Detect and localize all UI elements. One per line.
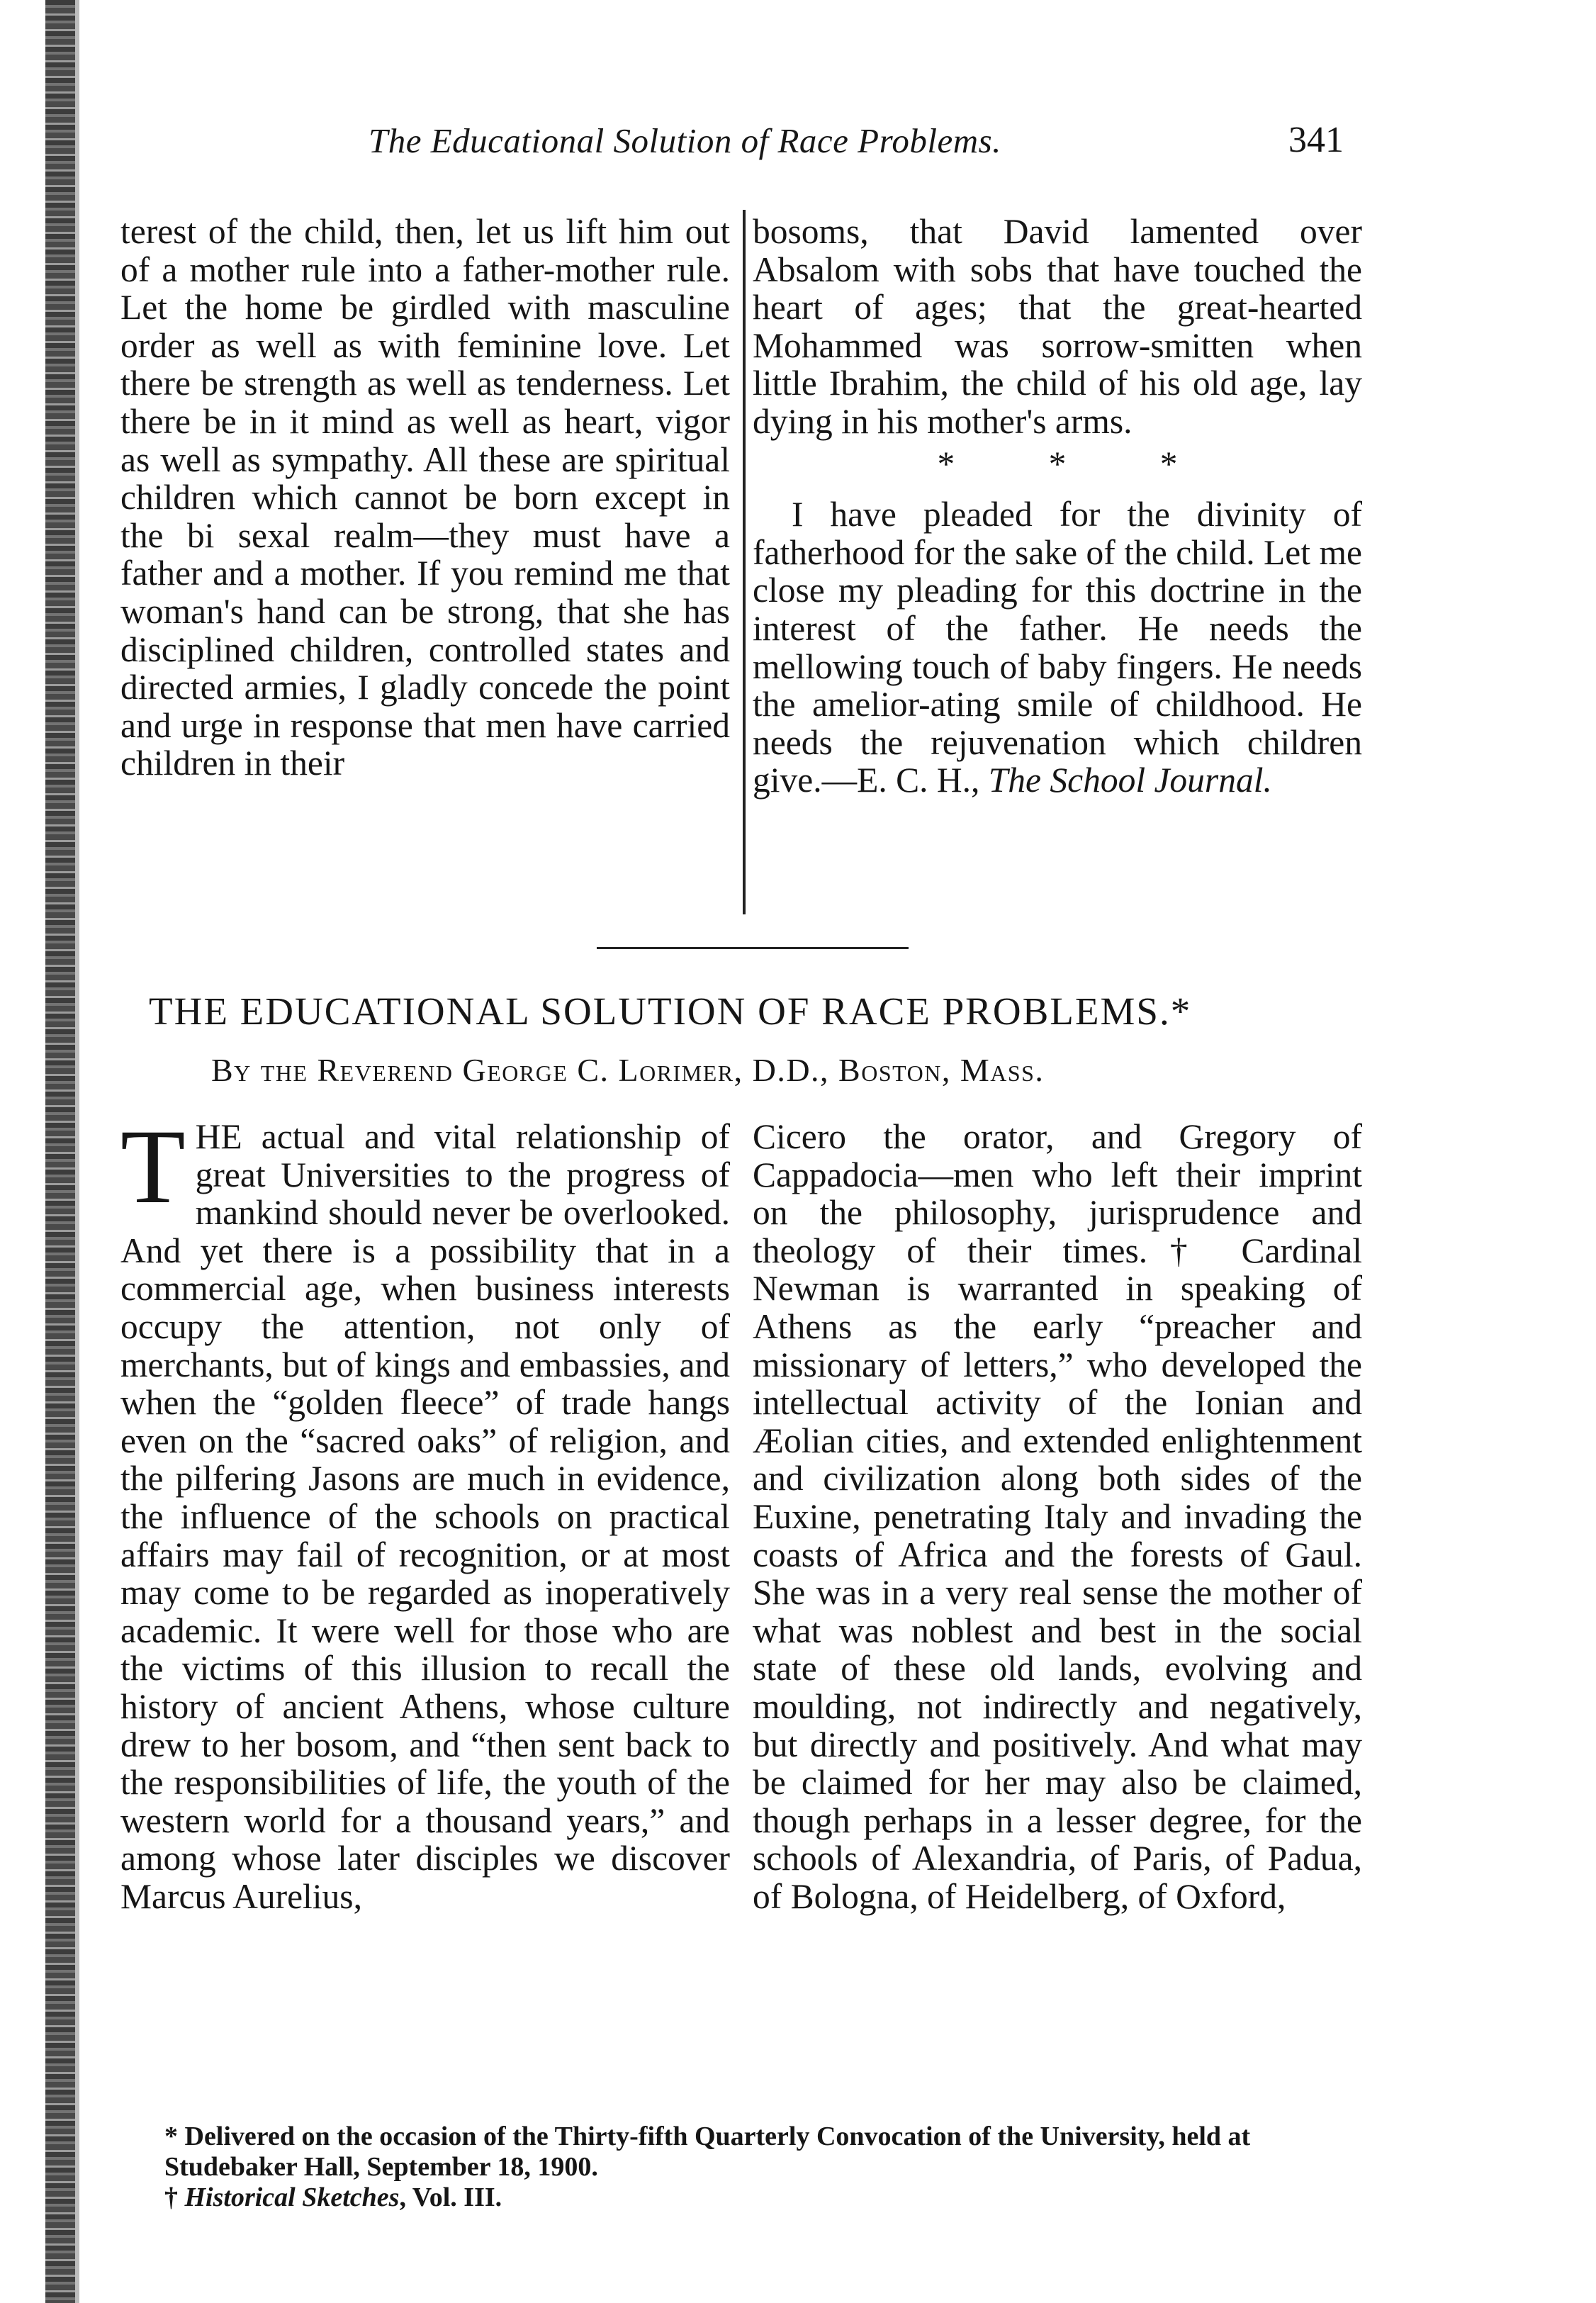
drop-cap: T [120, 1108, 186, 1226]
top-left-paragraph: terest of the child, then, let us lift him out of a mother rule into a father-mother rule. Let the home be girdled with masculine order as well as with feminine love. Let there be strength as well as tenderness. Let there be in it mind as well as heart, vigor as well as sympathy. All these are spiritual children which cannot be born except in the bi sexal realm—they must have a father and a mother. If you remind me that woman's hand can be strong, that she has disciplined children, controlled states and directed armies, I gladly concede the point and urge in response that men have carried children in their [120, 212, 730, 783]
top-right-paragraph-2 [753, 495, 1362, 800]
section-divider-rule [597, 947, 909, 949]
running-title: The Educational Solution of Race Problems. [369, 121, 1001, 160]
footnote-2-title: Historical Sketches [184, 2182, 400, 2212]
top-right-column [753, 213, 1362, 800]
page-number: 341 [1288, 120, 1344, 160]
footnote-2 [120, 2182, 1368, 2213]
top-left-column [120, 213, 730, 783]
article-byline: By the Reverend George C. Lorimer, D.D., Boston, Mass. [211, 1052, 1045, 1088]
article-left-paragraph [120, 1108, 730, 1916]
footnote-1: * Delivered on the occasion of the Thirty-fifth Quarterly Convocation of the University, held at Studebaker Hall, September 18, 1900. [164, 2122, 1251, 2182]
column-divider [743, 210, 746, 914]
source-title: The School Journal. [988, 761, 1272, 800]
article-title: THE EDUCATIONAL SOLUTION OF RACE PROBLEMS.* [149, 990, 1192, 1033]
article-left-text: HE actual and vital relationship of great Universities to the progress of mankind should never be overlooked. And yet there is a possibility that in a commercial age, when business interests occupy the attention, not only of merchants, but of kings and embassies, and when the “golden fleece” of trade hangs even on the “sacred oaks” of religion, and the pilfering Jasons are much in evidence, the influence of the schools on practical affairs may fail of recognition, or at most may come to be regarded as inoperatively academic. It were well for those who are the victims of this illusion to recall the history of ancient Athens, whose culture drew to her bosom, and “then sent back to the responsibilities of life, the youth of the western world for a thousand years,” and among whose later disciples we discover Marcus Aurelius, [120, 1117, 730, 1916]
footnotes [120, 2122, 1368, 2213]
top-right-paragraph-1: bosoms, that David lamented over Absalom with sobs that have touched the heart of ages; that the great-hearted Mohammed was sorrow-smitten when little Ibrahim, the child of his old age, lay dying in his mother's arms. [753, 212, 1362, 441]
dagger-mark: † [164, 2182, 178, 2212]
book-spine-shadow [45, 0, 75, 2303]
page-gutter-edge [75, 0, 79, 2303]
article-right-paragraph: Cicero the orator, and Gregory of Cappadocia—men who left their imprint on the philosophy, jurisprudence and theology of their times.† Cardinal Newman is warranted in speaking of Athens as the early “preacher and missionary of letters,” who developed the intellectual activity of the Ionian and Æolian cities, and extended enlightenment and civilization along both sides of the Euxine, penetrating Italy and invading the coasts of Africa and the forests of Gaul. She was in a very real sense the mother of what was noblest and best in the social state of these old lands, evolving and moulding, not indirectly and negatively, but directly and positively. And what may be claimed for her may also be claimed, though perhaps in a lesser degree, for the schools of Alexandria, of Paris, of Padua, of Bologna, of Heidelberg, of Oxford, [753, 1117, 1362, 1916]
closing-text: I have pleaded for the divinity of fatherhood for the sake of the child. Let me close my pleading for this doctrine in the interest of the father. He needs the mellowing touch of baby fingers. He needs the amelior-ating smile of childhood. He needs the rejuvenation which children give.—E. C. H., [753, 495, 1362, 800]
article-left-column [120, 1108, 730, 1916]
footnote-2-rest: , Vol. III. [399, 2182, 502, 2212]
article-right-column [753, 1118, 1362, 1915]
section-stars: * * * [937, 444, 1220, 483]
